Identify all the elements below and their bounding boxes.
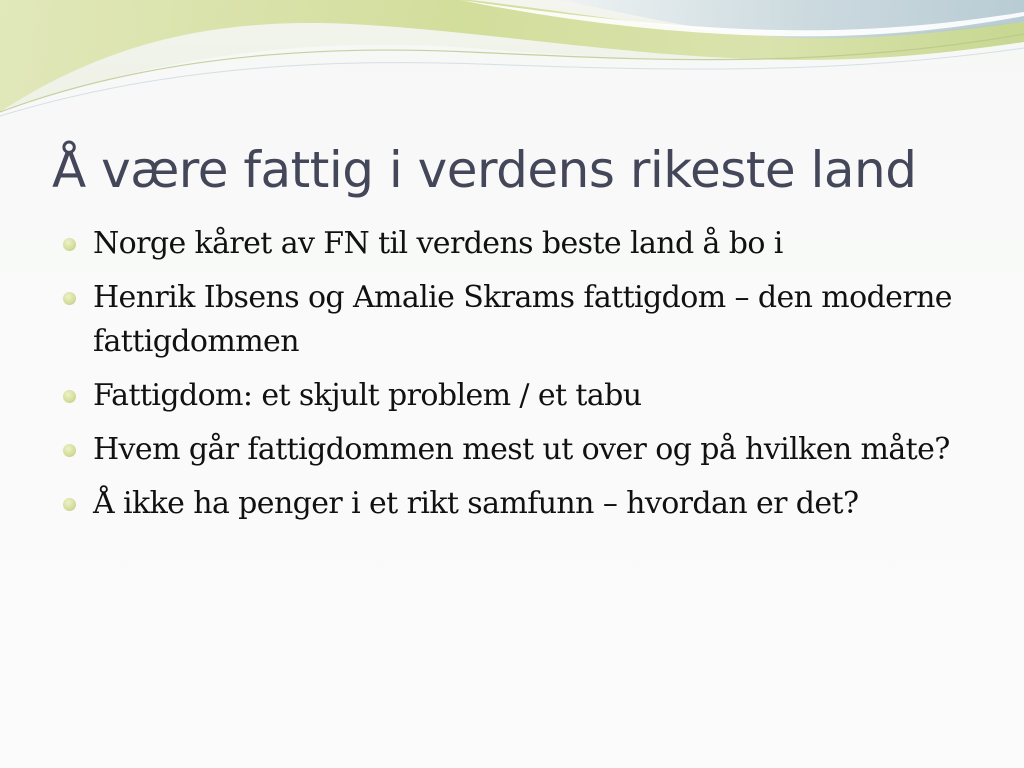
bullet-dot-icon bbox=[63, 498, 76, 511]
bullet-text: Norge kåret av FN til verdens beste land å bo i bbox=[93, 226, 783, 261]
list-item bbox=[62, 222, 962, 266]
list-item bbox=[62, 276, 962, 364]
bullet-dot-icon bbox=[63, 390, 76, 403]
bullet-dot-icon bbox=[63, 238, 76, 251]
bullet-text: Fattigdom: et skjult problem / et tabu bbox=[93, 378, 642, 413]
list-item bbox=[62, 428, 962, 472]
bullet-text: Å ikke ha penger i et rikt samfunn – hvordan er det? bbox=[93, 486, 859, 521]
list-item bbox=[62, 374, 962, 418]
bullet-list bbox=[62, 222, 962, 536]
bullet-dot-icon bbox=[63, 444, 76, 457]
bullet-text: Henrik Ibsens og Amalie Skrams fattigdom – den moderne fattigdommen bbox=[93, 280, 952, 359]
bullet-text: Hvem går fattigdommen mest ut over og på hvilken måte? bbox=[93, 432, 950, 467]
list-item bbox=[62, 482, 962, 526]
header-swoosh bbox=[0, 0, 1024, 130]
bullet-dot-icon bbox=[63, 292, 76, 305]
slide-title: Å være fattig i verdens rikeste land bbox=[52, 141, 917, 199]
